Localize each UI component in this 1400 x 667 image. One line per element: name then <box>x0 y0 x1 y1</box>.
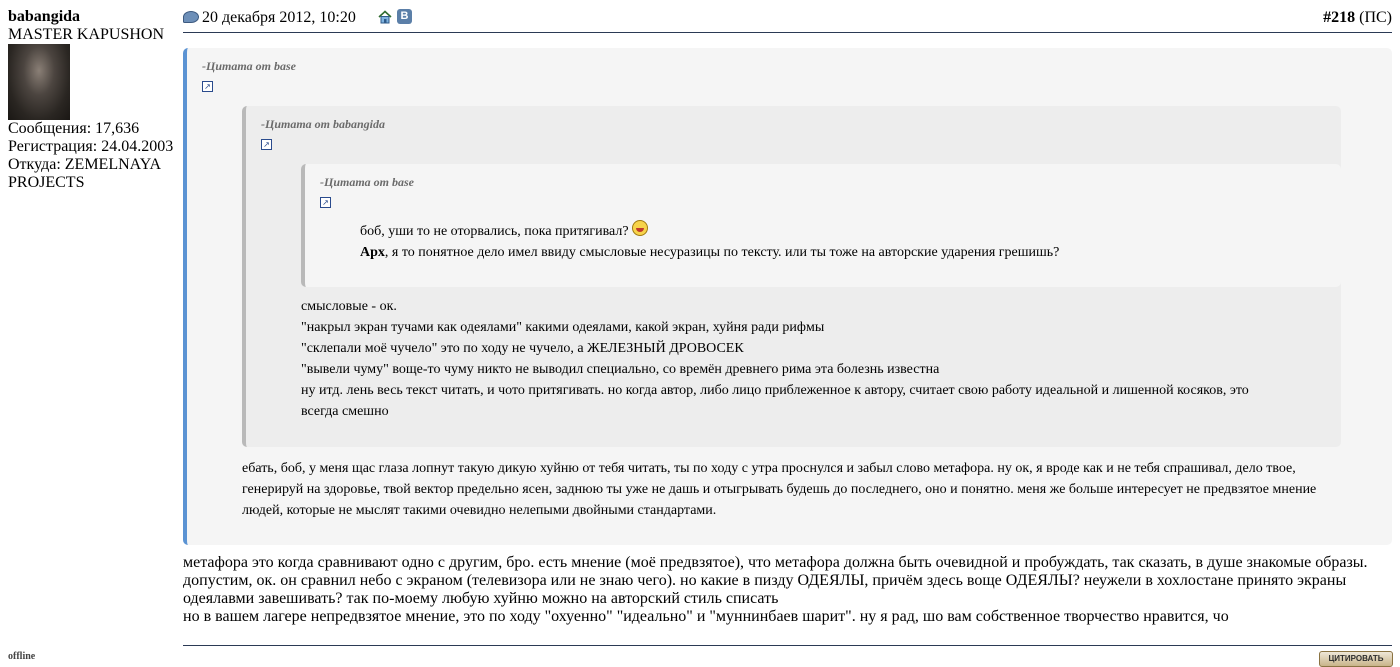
user-title: MASTER KAPUSHON <box>8 26 165 43</box>
post-footer-divider <box>183 645 1392 646</box>
post-date: 20 декабря 2012, 10:20 <box>202 9 356 26</box>
quote-button[interactable]: ЦИТИРОВАТЬ <box>1319 651 1393 667</box>
quote-middle-body <box>301 296 1321 422</box>
go-to-quote-icon[interactable]: ↗ <box>261 139 272 150</box>
quote-outer-line: людей, которые не мыслят такими очевидно нелепыми двойными стандартами. <box>242 503 717 518</box>
quote-outer-body <box>242 458 1372 521</box>
quote-middle <box>242 106 1341 447</box>
post-number[interactable] <box>1323 0 1392 36</box>
go-to-quote-icon[interactable]: ↗ <box>202 81 213 92</box>
post-number-value[interactable]: #218 <box>1323 9 1356 26</box>
quote-inner-line <box>360 220 1320 242</box>
quote-inner-title: -Цитата от base <box>320 175 415 189</box>
quote-inner-line <box>360 242 1320 263</box>
user-messages: Сообщения: 17,636 <box>8 120 140 137</box>
user-location: Откуда: ZEMELNAYA <box>8 156 162 173</box>
quote-inner <box>301 164 1341 287</box>
user-registered: Регистрация: 24.04.2003 <box>8 138 174 155</box>
go-to-quote-icon[interactable]: ↗ <box>320 197 331 208</box>
post-message <box>183 554 1383 626</box>
quote-middle-title: -Цитата от babangida <box>261 117 386 131</box>
quote-inner-text: боб, уши то не оторвались, пока притягивал? <box>360 224 629 239</box>
post-number-suffix: (ПС) <box>1355 9 1392 26</box>
username[interactable]: babangida <box>8 8 81 25</box>
avatar[interactable] <box>8 44 70 120</box>
quote-middle-line: "склепали моё чучело" это по ходу не чучело, а ЖЕЛЕЗНЫЙ ДРОВОСЕК <box>301 341 744 356</box>
quote-outer <box>183 48 1392 545</box>
post-area <box>183 0 1392 518</box>
quote-outer-line: генерируй на здоровье, твой вектор предельно ясен, заднюю ты уже не дашь и отыгрывать будешь до последнего, оно и понятно. меня же больше интересует не предвзятое мнение <box>242 482 1317 497</box>
quote-inner-text: , я то понятное дело имел ввиду смысловые несуразицы по тексту. или ты тоже на авторские ударения грешишь? <box>384 245 1060 260</box>
quote-middle-line: "вывели чуму" воще-то чуму никто не выводил специально, со времён древнего рима эта болезнь известна <box>301 362 940 377</box>
post-bubble-icon <box>183 11 199 23</box>
quote-inner-body <box>360 220 1320 263</box>
message-line: метафора это когда сравнивают одно с другим, бро. есть мнение (моё предвзятое), что метафора должна быть очевидной и пробуждать, так сказать, в душе знакомые образы. <box>183 554 1368 571</box>
quote-middle-line: всегда смешно <box>301 404 389 419</box>
quote-outer-title: -Цитата от base <box>202 59 297 73</box>
user-info <box>8 8 180 192</box>
quote-outer-line: ебать, боб, у меня щас глаза лопнут такую дикую хуйню от тебя читать, ты по ходу с утра проснулся и забыл слово метафора. ну ок, я вроде как и не тебя спрашивал, дело твое, <box>242 461 1296 476</box>
mention-user: Арх <box>360 245 385 260</box>
message-line: одеялавми завешивать? так по-моему любую хуйню можно на авторский стиль списать <box>183 590 779 607</box>
quote-middle-line: ну итд. лень весь текст читать, и чото притягивать. но когда автор, либо лицо приблеженное к автору, считает свою работу идеальной и лишенной косяков, это <box>301 383 1249 398</box>
tongue-smiley-icon <box>632 220 648 236</box>
online-status: offline <box>8 651 36 662</box>
vk-share-icon[interactable]: В <box>397 9 412 24</box>
quote-middle-line: "накрыл экран тучами как одеялами" какими одеялами, какой экран, хуйня ради рифмы <box>301 320 825 335</box>
message-line: допустим, ок. он сравнил небо с экраном (телевизора или не знаю чего). но какие в пизду ОДЕЯЛЫ, причём здесь воще ОДЕЯЛЫ? неужели в хохлостане принято экраны <box>183 572 1347 589</box>
home-icon[interactable] <box>378 10 392 24</box>
message-line: но в вашем лагере непредвзятое мнение, это по ходу "охуенно" "идеально" и "муннинбаев шарит". ну я рад, шо вам собственное творчество нравится, чо <box>183 608 1229 625</box>
post-header <box>183 0 1392 33</box>
quote-middle-line: смысловые - ок. <box>301 299 397 314</box>
user-location-cont: PROJECTS <box>8 174 85 191</box>
